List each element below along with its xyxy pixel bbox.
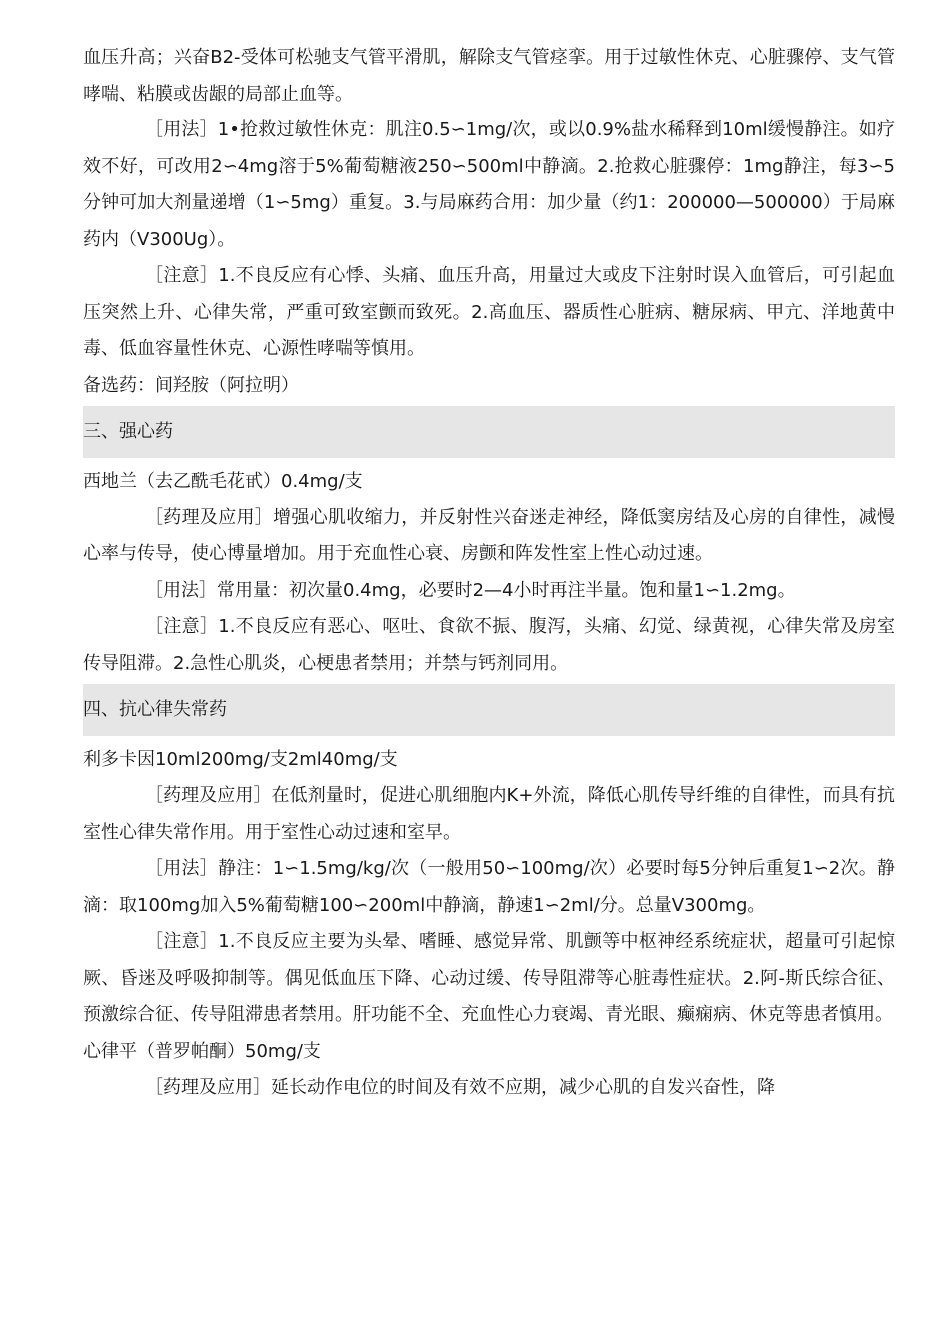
drug-title-cedilanid: 西地兰（去乙酰毛花甙）0.4mg/支 [83, 470, 363, 492]
paragraph-epinephrine-caution: ［注意］1.不良反应有心悸、头痛、血压升高，用量过大或皮下注射时误入血管后，可引起血压突然上升、心律失常，严重可致室颤而致死。2.高血压、器质性心脏病、糖尿病、甲亢、洋地黄中毒、低血容量性休克、心源性哮喘等慎用。 [83, 265, 895, 359]
paragraph-lidocaine-pharmacology: ［药理及应用］在低剂量时，促进心肌细胞内K+外流，降低心肌传导纤维的自律性，而具有抗室性心律失常作用。用于室性心动过速和室早。 [83, 785, 895, 843]
drug-title-lidocaine: 利多卡因10ml200mg/支2ml40mg/支 [83, 749, 398, 770]
paragraph-epinephrine-usage: ［用法］1•抢救过敏性休克：肌注0.5∽1mg/次，或以0.9%盐水稀释到10ml缓慢静注。如疗效不好，可改用2∽4mg溶于5%葡萄糖液250∽500ml中静滴。2.抢救心脏骤停：1mg静注，每3∽5分钟可加大剂量递增（1∽5mg）重复。3.与局麻药合用：加少量（约1：200000—500000）于局麻药内（V300Ug）。 [83, 119, 895, 250]
section-heading-antiarrhythmic: 四、抗心律失常药 [83, 684, 895, 736]
paragraph-lidocaine-usage: ［用法］静注：1∽1.5mg/kg/次（一般用50∽100mg/次）必要时每5分钟后重复1∽2次。静滴：取100mg加入5%葡萄糖100∽200ml中静滴，静速1∽2ml/分。总量V300mg。 [83, 858, 895, 916]
drug-title-propafenone: 心律平（普罗帕酮）50mg/支 [83, 1040, 321, 1062]
alternative-drug-line: 备选药：间羟胺（阿拉明） [83, 374, 299, 396]
paragraph-propafenone-pharmacology: ［药理及应用］延长动作电位的时间及有效不应期，减少心肌的自发兴奋性，降 [145, 1076, 775, 1098]
paragraph-lidocaine-caution: ［注意］1.不良反应主要为头晕、嗜睡、感觉异常、肌颤等中枢神经系统症状，超量可引起惊厥、昏迷及呼吸抑制等。偶见低血压下降、心动过缓、传导阻滞等心脏毒性症状。2.阿-斯氏综合征、预激综合征、传导阻滞患者禁用。肝功能不全、充血性心力衰竭、青光眼、癫痫病、休克等患者慎用。 [83, 931, 895, 1025]
paragraph-cedilanid-pharmacology: ［药理及应用］增强心肌收缩力，并反射性兴奋迷走神经，降低窦房结及心房的自律性，减慢心率与传导，使心博量增加。用于充血性心衰、房颤和阵发性室上性心动过速。 [83, 506, 895, 564]
paragraph-cedilanid-usage: ［用法］常用量：初次量0.4mg，必要时2—4小时再注半量。饱和量1∽1.2mg。 [145, 579, 796, 601]
document-page [83, 40, 895, 1106]
paragraph-cedilanid-caution: ［注意］1.不良反应有恶心、呕吐、食欲不振、腹泻，头痛、幻觉、绿黄视，心律失常及房室传导阻滞。2.急性心肌炎，心梗患者禁用；并禁与钙剂同用。 [83, 616, 895, 674]
paragraph-epinephrine-pharmacology: 血压升高；兴奋B2-受体可松驰支气管平滑肌，解除支气管痉挛。用于过敏性休克、心脏骤停、支气管哮喘、粘膜或齿龈的局部止血等。 [83, 47, 895, 105]
section-heading-cardiotonic: 三、强心药 [83, 406, 895, 458]
